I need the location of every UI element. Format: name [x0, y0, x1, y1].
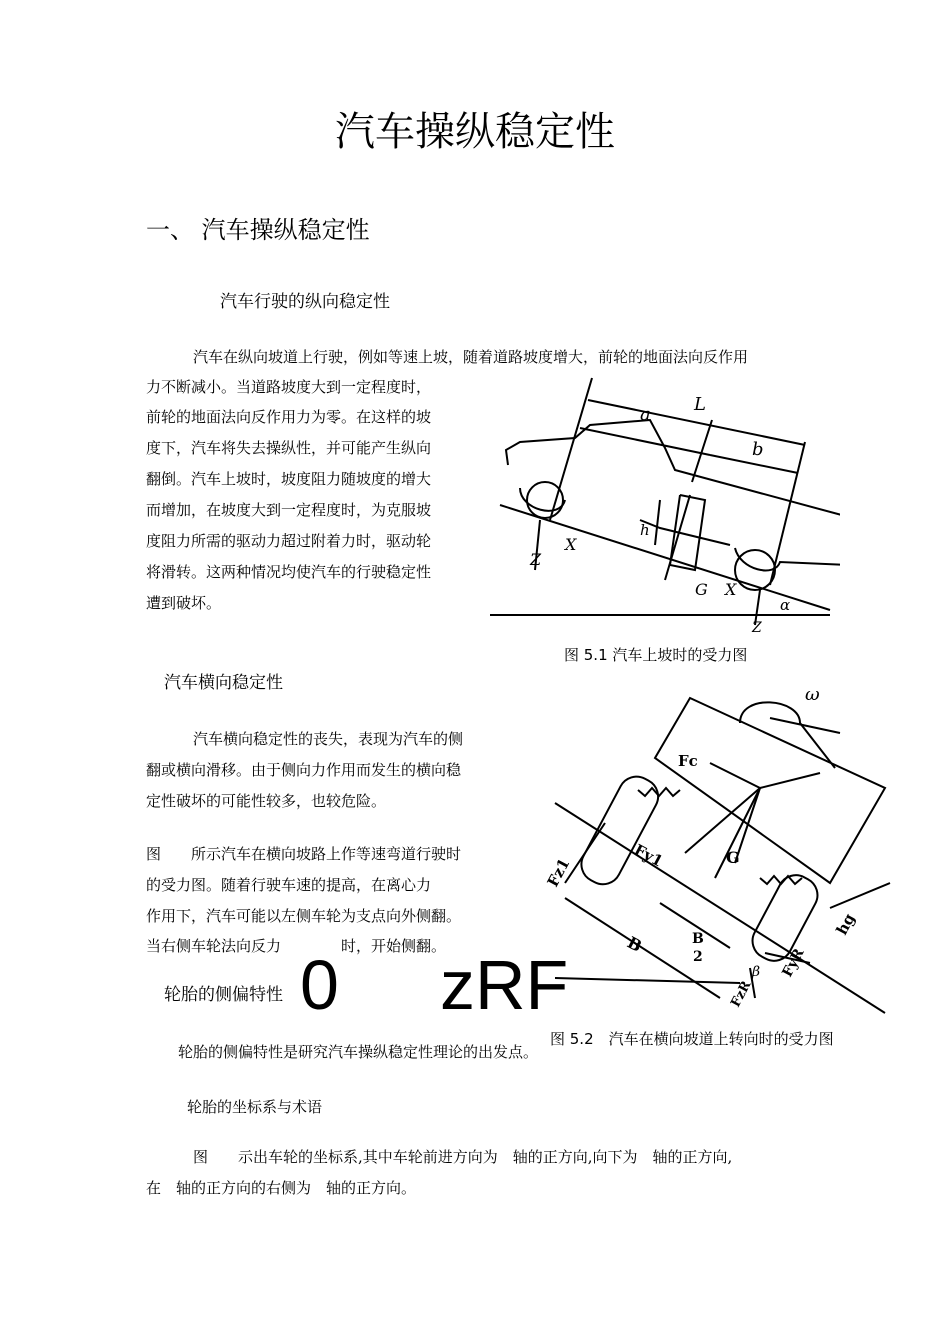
paragraph-line: 力不断减小。当道路坡度大到一定程度时，: [146, 378, 432, 396]
label-beta: β: [752, 964, 761, 980]
figure2-caption: 图 5.2 汽车在横向坡道上转向时的受力图: [550, 1030, 834, 1048]
right-wheel: [746, 869, 824, 967]
label-B-half-numerator: B: [692, 931, 704, 947]
label-Z1: Z: [530, 550, 542, 569]
paragraph-line: 在 轴的正方向的右侧为 轴的正方向。: [146, 1179, 417, 1197]
vehicle-body: [655, 698, 885, 883]
label-G: G: [695, 580, 708, 599]
page-title: 汽车操纵稳定性: [335, 109, 615, 155]
paragraph-line: 度下，汽车将失去操纵性，并可能产生纵向: [146, 439, 432, 457]
label-hg: hg: [832, 910, 859, 938]
figure1-caption: 图 5.1 汽车上坡时的受力图: [564, 646, 748, 664]
subheading-longitudinal: 汽车行驶的纵向稳定性: [220, 292, 390, 312]
figure-lateral-force-diagram: [540, 678, 900, 1018]
paragraph-line: 图 示出车轮的坐标系,其中车轮前进方向为 轴的正方向,向下为 轴的正方向,: [193, 1148, 733, 1166]
label-omega: ω: [805, 684, 820, 705]
label-h: h: [640, 521, 650, 539]
figure-uphill-force-diagram: [480, 370, 840, 645]
label-B: B: [624, 932, 645, 956]
front-wheel: [527, 482, 563, 518]
dimension-line-left: [550, 378, 592, 520]
paragraph-line: 汽车横向稳定性的丧失，表现为汽车的侧: [193, 730, 464, 748]
right-spring: [760, 876, 802, 884]
subheading-tire-coordinates: 轮胎的坐标系与术语: [187, 1098, 323, 1116]
paragraph-line: 翻倒。汽车上坡时，坡度阻力随坡度的增大: [146, 470, 432, 488]
label-FyR: FyR: [779, 946, 808, 980]
label-FzR: FzR: [728, 978, 755, 1010]
paragraph-line: 度阻力所需的驱动力超过附着力时，驱动轮: [146, 532, 432, 550]
subheading-lateral: 汽车横向稳定性: [164, 673, 283, 693]
label-X1: X: [565, 535, 577, 554]
dimension-a: [580, 428, 710, 455]
dimension-B: [565, 898, 720, 998]
label-Fy1: Fy1: [631, 840, 666, 871]
label-X2: X: [725, 580, 737, 599]
paragraph-line: 汽车在纵向坡道上行驶，例如等速上坡，随着道路坡度增大，前轮的地面法向反作用: [193, 348, 749, 366]
paragraph-line: 作用下，汽车可能以左侧车轮为支点向外侧翻。: [146, 907, 462, 925]
label-G: G: [726, 848, 740, 867]
formula-zrf: zRF: [440, 946, 569, 1024]
label-alpha: α: [780, 596, 791, 614]
label-L: L: [694, 394, 706, 415]
paragraph-line: 当右侧车轮法向反力 时，开始侧翻。: [146, 937, 447, 955]
paragraph-line: 轮胎的侧偏特性是研究汽车操纵稳定性理论的出发点。: [178, 1043, 539, 1061]
left-spring: [638, 788, 680, 796]
label-Z2: Z: [752, 620, 762, 636]
label-B-half-denominator: 2: [693, 949, 703, 965]
paragraph-line: 图 所示汽车在横向坡路上作等速弯道行驶时: [146, 845, 462, 863]
label-b: b: [752, 439, 764, 460]
paragraph-line: 定性破坏的可能性较多，也较危险。: [146, 792, 387, 810]
label-Fz1: Fz1: [543, 855, 574, 890]
subheading-tire-cornering: 轮胎的侧偏特性: [164, 985, 283, 1005]
formula-zero: 0: [300, 946, 339, 1024]
paragraph-line: 将滑转。这两种情况均使汽车的行驶稳定性: [146, 563, 432, 581]
paragraph-line: 而增加，在坡度大到一定程度时，为克服坡: [146, 501, 432, 519]
label-a: a: [640, 404, 651, 425]
ground-line: [555, 978, 740, 983]
force-Fc: [710, 763, 760, 788]
paragraph-line: 翻或横向滑移。由于侧向力作用而发生的横向稳: [146, 761, 462, 779]
paragraph-line: 遭到破坏。: [146, 594, 222, 612]
slope-line: [500, 505, 830, 610]
section-heading: 一、 汽车操纵稳定性: [146, 216, 370, 244]
label-Fc: Fc: [678, 752, 698, 770]
dimension-hg: [830, 883, 890, 908]
paragraph-line: 前轮的地面法向反作用力为零。在这样的坡: [146, 408, 432, 426]
paragraph-line: 的受力图。随着行驶车速的提高，在离心力: [146, 876, 432, 894]
